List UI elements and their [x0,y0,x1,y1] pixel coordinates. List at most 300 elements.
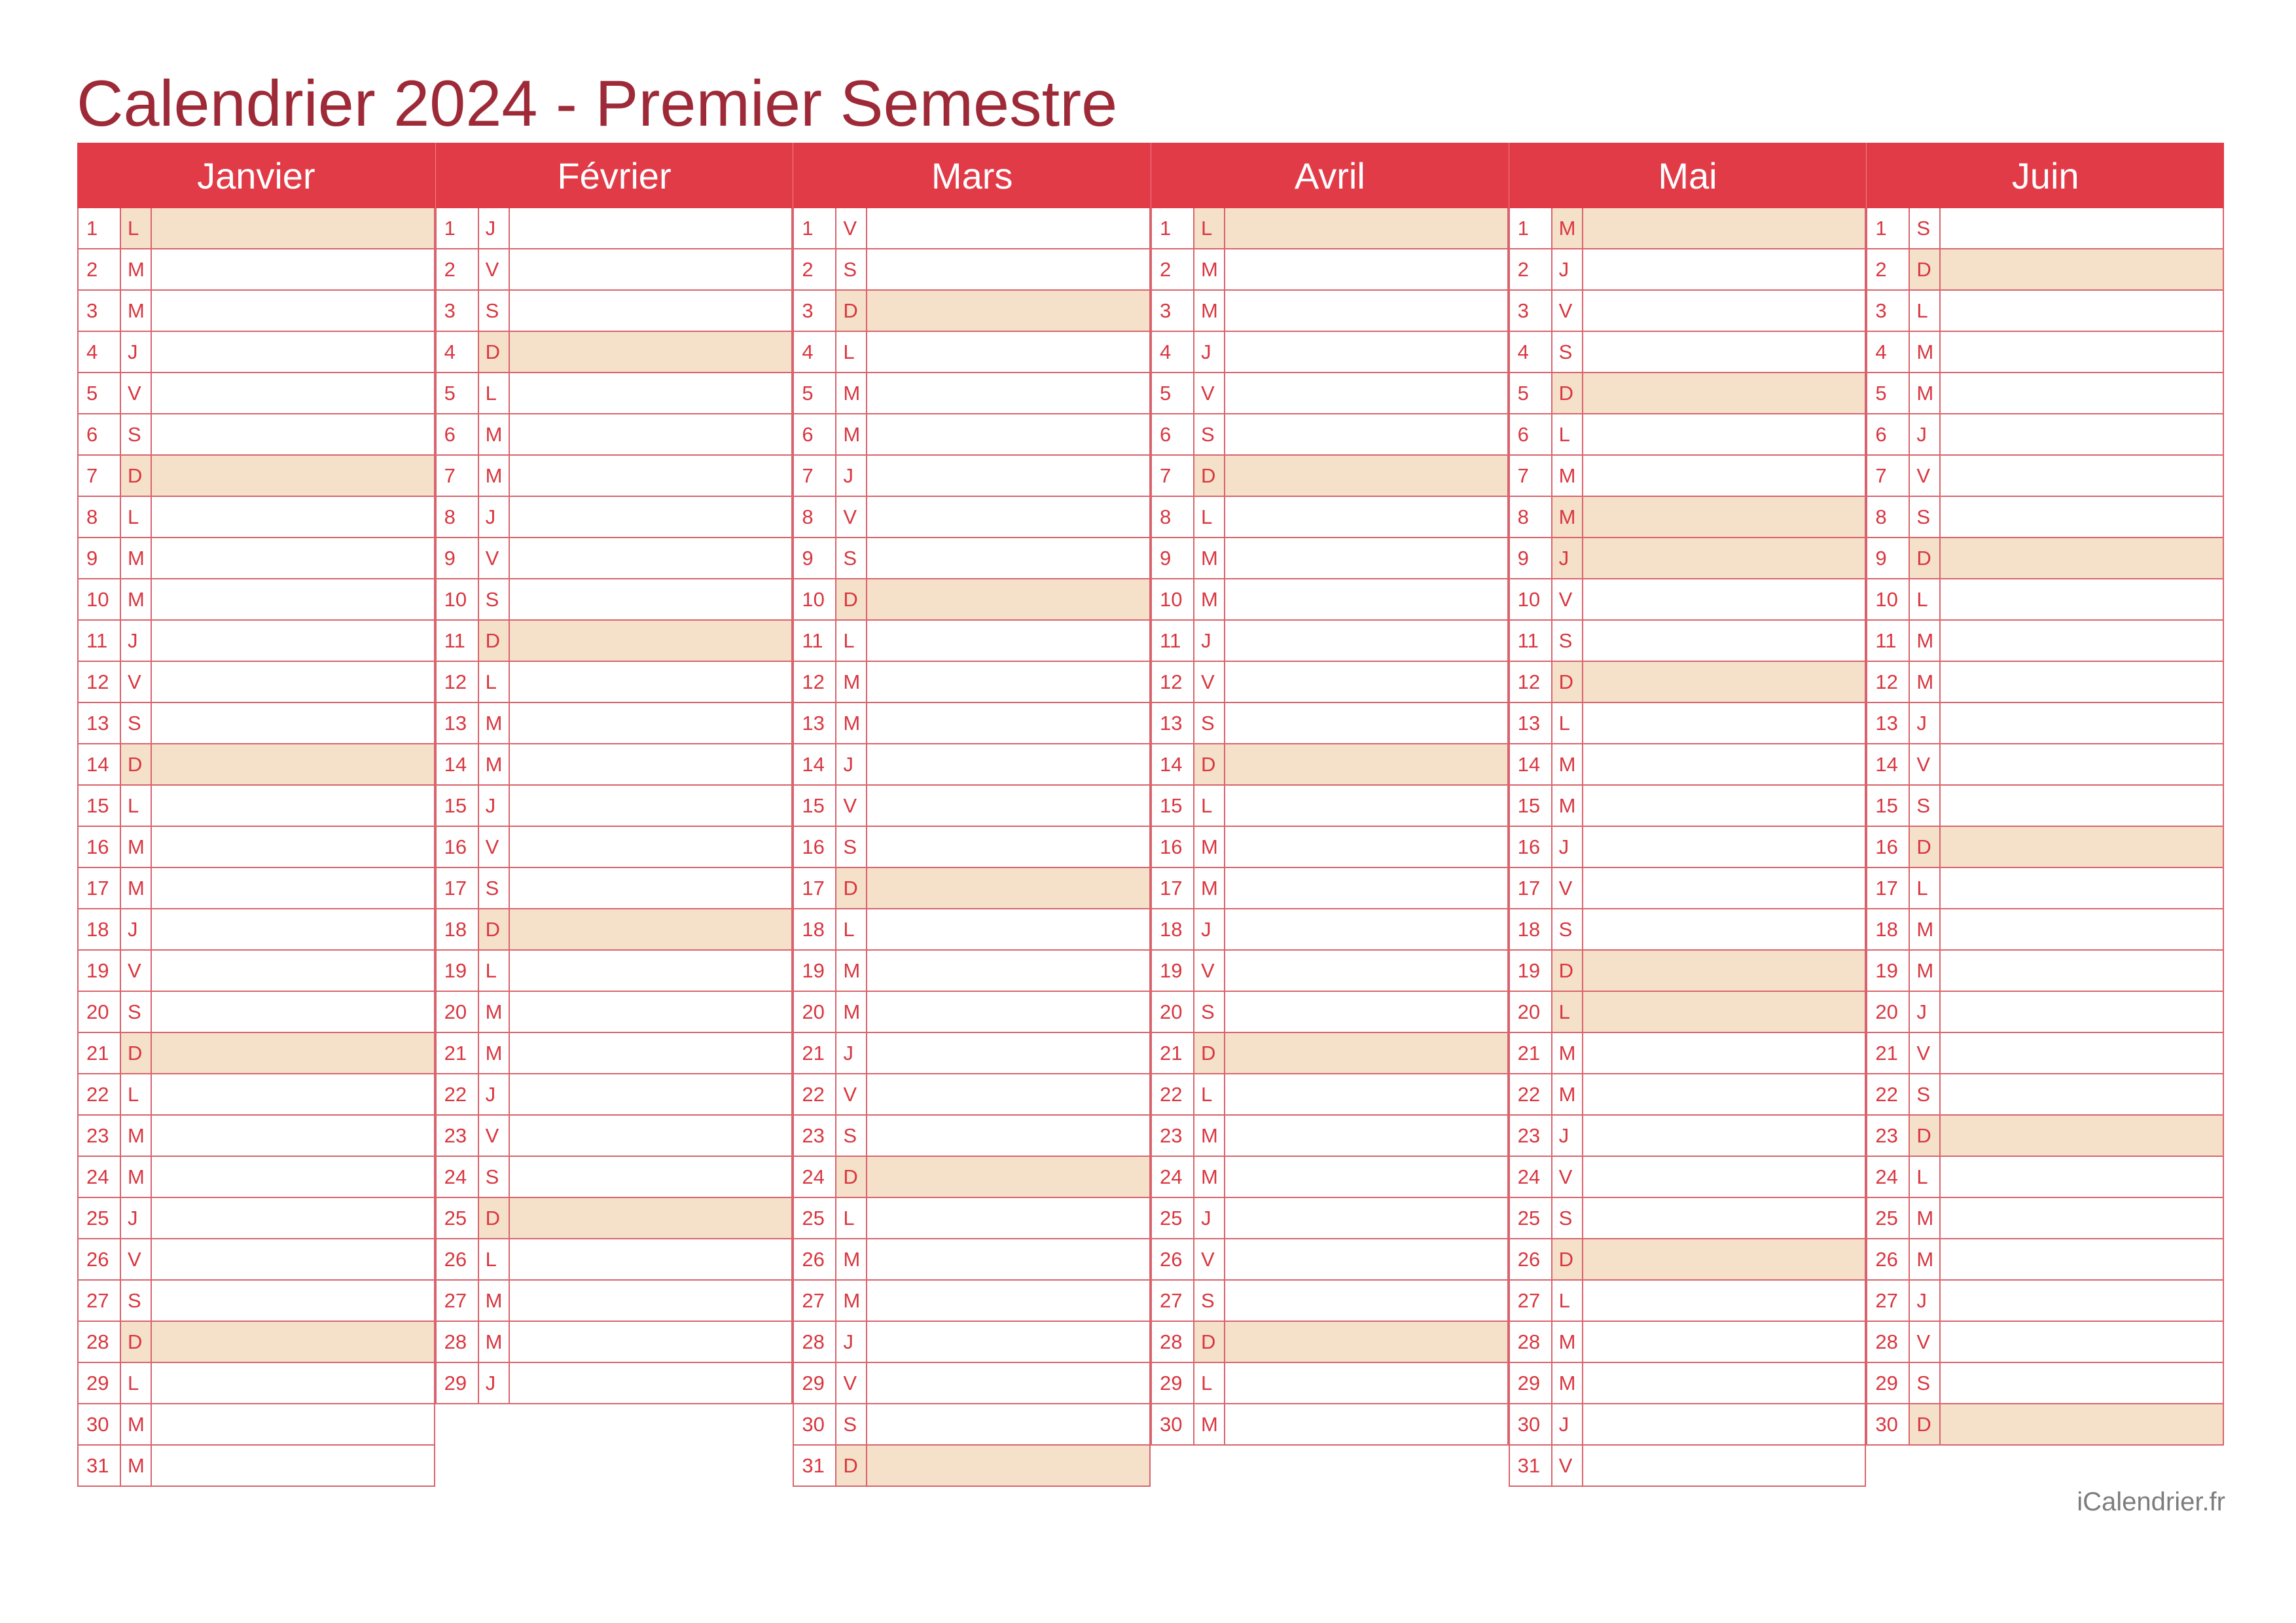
weekday-letter: L [1194,497,1225,537]
day-row [793,414,1151,456]
calendar-grid [77,143,2224,1482]
day-note-area [152,621,434,661]
day-note-area [1225,992,1507,1032]
day-number: 6 [1510,414,1552,454]
day-note-area [1941,621,2223,661]
day-note-area [867,662,1149,702]
day-row [435,1363,793,1404]
day-number: 11 [437,621,479,661]
day-row [77,497,435,538]
day-row [1866,786,2224,827]
weekday-letter: S [836,1404,867,1444]
day-row [793,1363,1151,1404]
day-note-area [1583,456,1865,496]
weekday-letter: L [479,951,510,991]
day-number: 15 [1867,786,1910,826]
day-note-area [1225,332,1507,372]
day-row [435,249,793,291]
day-note-area [1941,332,2223,372]
day-number: 1 [79,208,121,248]
day-row [1151,1239,1509,1281]
day-row [435,827,793,868]
weekday-letter: M [121,538,152,578]
day-number: 17 [1152,868,1194,908]
weekday-letter: D [1552,373,1583,413]
day-note-area [867,1404,1149,1444]
day-row [1509,1363,1867,1404]
weekday-letter: V [479,249,510,289]
day-number: 18 [437,909,479,949]
day-row [77,1363,435,1404]
weekday-letter: J [1552,538,1583,578]
day-row [435,1322,793,1363]
weekday-letter: L [1910,1157,1941,1197]
day-note-area [867,827,1149,867]
day-row [1509,291,1867,332]
day-number: 16 [437,827,479,867]
day-row [1151,703,1509,744]
weekday-letter: S [1194,992,1225,1032]
day-row [1866,497,2224,538]
day-row [1151,1404,1509,1446]
weekday-letter: M [121,1157,152,1197]
month-column [793,143,1151,1487]
day-note-area [1941,1198,2223,1238]
weekday-letter: S [1910,208,1941,248]
day-note-area [867,1239,1149,1279]
day-row [1151,208,1509,249]
day-note-area [510,456,792,496]
day-number: 6 [437,414,479,454]
day-number: 14 [794,744,836,784]
day-note-area [1225,868,1507,908]
month-header: Mai [1509,143,1867,208]
weekday-letter: M [479,1033,510,1073]
day-row [793,786,1151,827]
weekday-letter: M [1552,786,1583,826]
weekday-letter: D [836,1157,867,1197]
day-note-area [867,1322,1149,1362]
weekday-letter: M [1910,909,1941,949]
day-note-area [1225,1074,1507,1114]
weekday-letter: M [479,1322,510,1362]
day-note-area [1941,868,2223,908]
day-note-area [510,827,792,867]
day-number: 15 [437,786,479,826]
weekday-letter: J [1910,703,1941,743]
day-number: 28 [794,1322,836,1362]
day-number: 13 [79,703,121,743]
day-row [435,992,793,1033]
month-column [1509,143,1867,1487]
weekday-letter: S [1194,1281,1225,1321]
day-row [1509,1404,1867,1446]
weekday-letter: V [1194,373,1225,413]
day-note-area [1225,1281,1507,1321]
day-row [1509,951,1867,992]
day-row [1866,1404,2224,1446]
day-row [1866,868,2224,909]
day-row [77,786,435,827]
day-row [1509,909,1867,951]
day-row [793,868,1151,909]
day-number: 30 [794,1404,836,1444]
day-row [1866,951,2224,992]
day-note-area [1941,456,2223,496]
weekday-letter: D [836,868,867,908]
day-row [1866,992,2224,1033]
day-note-area [867,786,1149,826]
day-number: 12 [794,662,836,702]
day-number: 14 [79,744,121,784]
day-row [1509,786,1867,827]
weekday-letter: S [1194,414,1225,454]
day-row [77,1116,435,1157]
day-note-area [152,1363,434,1403]
day-note-area [510,291,792,331]
day-note-area [1941,373,2223,413]
day-row [77,538,435,579]
weekday-letter: L [1910,291,1941,331]
day-number: 20 [1867,992,1910,1032]
day-row [77,951,435,992]
day-row [1151,621,1509,662]
day-note-area [1225,414,1507,454]
day-note-area [510,332,792,372]
day-number: 8 [1867,497,1910,537]
day-row [77,827,435,868]
weekday-letter: S [1910,786,1941,826]
day-row [793,538,1151,579]
day-note-area [1225,1239,1507,1279]
day-number: 10 [1510,579,1552,619]
day-number: 25 [437,1198,479,1238]
day-row [1509,992,1867,1033]
day-number: 6 [1867,414,1910,454]
day-note-area [510,1074,792,1114]
weekday-letter: M [1194,1157,1225,1197]
day-row [435,909,793,951]
day-row [793,1239,1151,1281]
weekday-letter: M [1910,621,1941,661]
day-number: 25 [1510,1198,1552,1238]
day-number: 22 [437,1074,479,1114]
day-number: 9 [1867,538,1910,578]
month-header: Mars [793,143,1151,208]
day-note-area [152,868,434,908]
day-note-area [1583,744,1865,784]
weekday-letter: D [121,744,152,784]
day-number: 4 [794,332,836,372]
weekday-letter: D [1194,1033,1225,1073]
day-row [1866,1074,2224,1116]
day-number: 18 [794,909,836,949]
day-number: 29 [1510,1363,1552,1403]
weekday-letter: M [1552,1363,1583,1403]
day-row [1151,1116,1509,1157]
day-number: 5 [1867,373,1910,413]
day-row [1866,579,2224,621]
day-row [1866,1157,2224,1198]
day-note-area [867,1033,1149,1073]
weekday-letter: M [479,744,510,784]
day-note-area [510,992,792,1032]
day-number: 20 [794,992,836,1032]
weekday-letter: V [1552,868,1583,908]
day-note-area [510,1239,792,1279]
day-row [793,497,1151,538]
weekday-letter: M [121,291,152,331]
day-row [1509,538,1867,579]
day-number: 12 [1510,662,1552,702]
day-number: 27 [1510,1281,1552,1321]
day-note-area [510,662,792,702]
day-number: 3 [1510,291,1552,331]
day-note-area [1225,373,1507,413]
day-note-area [510,1116,792,1156]
day-number: 27 [794,1281,836,1321]
weekday-letter: D [1552,951,1583,991]
day-number: 18 [79,909,121,949]
weekday-letter: J [1910,1281,1941,1321]
day-note-area [1941,1074,2223,1114]
weekday-letter: L [1552,703,1583,743]
weekday-letter: S [836,538,867,578]
day-row [435,1198,793,1239]
weekday-letter: J [836,456,867,496]
day-row [435,538,793,579]
day-note-area [1583,1116,1865,1156]
day-row [435,1074,793,1116]
weekday-letter: J [1552,1404,1583,1444]
day-row [1866,332,2224,373]
weekday-letter: D [1910,827,1941,867]
weekday-letter: D [1910,1404,1941,1444]
day-number: 22 [1510,1074,1552,1114]
weekday-letter: L [121,1074,152,1114]
day-number: 14 [1510,744,1552,784]
day-note-area [1225,1198,1507,1238]
weekday-letter: L [836,1198,867,1238]
weekday-letter: V [1552,291,1583,331]
day-number: 18 [1867,909,1910,949]
day-note-area [152,827,434,867]
day-row [1866,1116,2224,1157]
day-number: 25 [794,1198,836,1238]
day-row [1151,579,1509,621]
day-note-area [1583,662,1865,702]
day-number: 21 [794,1033,836,1073]
day-number: 12 [79,662,121,702]
day-note-area [1583,1404,1865,1444]
weekday-letter: V [1194,662,1225,702]
day-row [1151,538,1509,579]
weekday-letter: J [836,1033,867,1073]
day-note-area [1583,538,1865,578]
day-row [793,1446,1151,1487]
weekday-letter: J [121,621,152,661]
weekday-letter: J [1552,249,1583,289]
day-number: 15 [1510,786,1552,826]
day-row [1509,208,1867,249]
day-number: 16 [1510,827,1552,867]
weekday-letter: S [1910,497,1941,537]
day-number: 23 [79,1116,121,1156]
day-note-area [1225,703,1507,743]
day-row [1866,662,2224,703]
day-number: 30 [1867,1404,1910,1444]
day-number: 1 [1867,208,1910,248]
day-number: 20 [1152,992,1194,1032]
day-note-area [1583,373,1865,413]
day-note-area [867,744,1149,784]
day-row [1151,992,1509,1033]
weekday-letter: M [1194,538,1225,578]
weekday-letter: S [1552,332,1583,372]
weekday-letter: M [836,1281,867,1321]
day-number: 12 [1867,662,1910,702]
weekday-letter: M [121,579,152,619]
weekday-letter: D [1194,744,1225,784]
day-number: 4 [79,332,121,372]
day-note-area [1941,703,2223,743]
day-row [1509,868,1867,909]
day-note-area [867,1157,1149,1197]
day-row [793,1116,1151,1157]
day-note-area [152,538,434,578]
day-number: 23 [794,1116,836,1156]
day-note-area [152,992,434,1032]
weekday-letter: J [1194,621,1225,661]
day-row [1509,1446,1867,1487]
weekday-letter: M [121,1446,152,1486]
day-number: 13 [794,703,836,743]
day-note-area [1225,291,1507,331]
day-row [1509,249,1867,291]
day-note-area [510,1157,792,1197]
day-number: 11 [79,621,121,661]
day-row [77,662,435,703]
day-note-area [867,1074,1149,1114]
day-number: 1 [794,208,836,248]
day-row [1151,332,1509,373]
day-number: 28 [79,1322,121,1362]
weekday-letter: V [1910,456,1941,496]
day-row [793,291,1151,332]
day-row [435,497,793,538]
day-note-area [1583,1446,1865,1486]
day-row [435,456,793,497]
weekday-letter: D [836,291,867,331]
day-row [1151,1033,1509,1074]
day-row [77,1074,435,1116]
day-note-area [1583,992,1865,1032]
weekday-letter: L [479,373,510,413]
day-row [1151,373,1509,414]
day-number: 24 [437,1157,479,1197]
day-note-area [510,786,792,826]
weekday-letter: V [836,497,867,537]
day-number: 9 [437,538,479,578]
day-note-area [1225,579,1507,619]
day-note-area [1583,208,1865,248]
day-note-area [1225,744,1507,784]
day-number: 19 [1867,951,1910,991]
day-row [435,951,793,992]
day-row [1866,291,2224,332]
day-row [1866,703,2224,744]
day-row [1151,662,1509,703]
day-number: 21 [1152,1033,1194,1073]
day-row [1509,373,1867,414]
day-note-area [1225,1322,1507,1362]
day-number: 21 [1510,1033,1552,1073]
weekday-letter: M [836,951,867,991]
day-note-area [510,1363,792,1403]
day-number: 26 [1152,1239,1194,1279]
day-note-area [1583,497,1865,537]
day-number: 29 [1867,1363,1910,1403]
weekday-letter: V [121,373,152,413]
weekday-letter: S [836,249,867,289]
day-note-area [1941,208,2223,248]
weekday-letter: L [479,662,510,702]
day-number: 22 [794,1074,836,1114]
day-note-area [1941,951,2223,991]
day-row [1866,1198,2224,1239]
day-note-area [1583,827,1865,867]
day-row [793,827,1151,868]
month-header: Avril [1151,143,1509,208]
day-note-area [510,249,792,289]
weekday-letter: D [479,1198,510,1238]
day-row [1151,951,1509,992]
weekday-letter: V [836,208,867,248]
weekday-letter: S [1552,621,1583,661]
day-number: 14 [1867,744,1910,784]
weekday-letter: M [121,249,152,289]
day-row [793,1157,1151,1198]
day-row [793,208,1151,249]
day-note-area [1941,1404,2223,1444]
day-number: 28 [1152,1322,1194,1362]
day-row [1151,1363,1509,1404]
day-note-area [152,1322,434,1362]
day-row [1866,744,2224,786]
day-row [77,291,435,332]
day-row [1866,1322,2224,1363]
weekday-letter: L [1194,208,1225,248]
day-number: 20 [79,992,121,1032]
day-note-area [867,456,1149,496]
month-column [77,143,435,1487]
day-row [1509,662,1867,703]
day-row [793,1322,1151,1363]
day-number: 22 [1867,1074,1910,1114]
day-row [793,951,1151,992]
day-number: 26 [437,1239,479,1279]
day-row [1866,373,2224,414]
day-note-area [152,1404,434,1444]
day-number: 17 [437,868,479,908]
day-note-area [867,291,1149,331]
day-number: 4 [1152,332,1194,372]
day-number: 1 [1510,208,1552,248]
day-number: 31 [79,1446,121,1486]
weekday-letter: J [121,1198,152,1238]
day-note-area [152,291,434,331]
day-row [435,373,793,414]
